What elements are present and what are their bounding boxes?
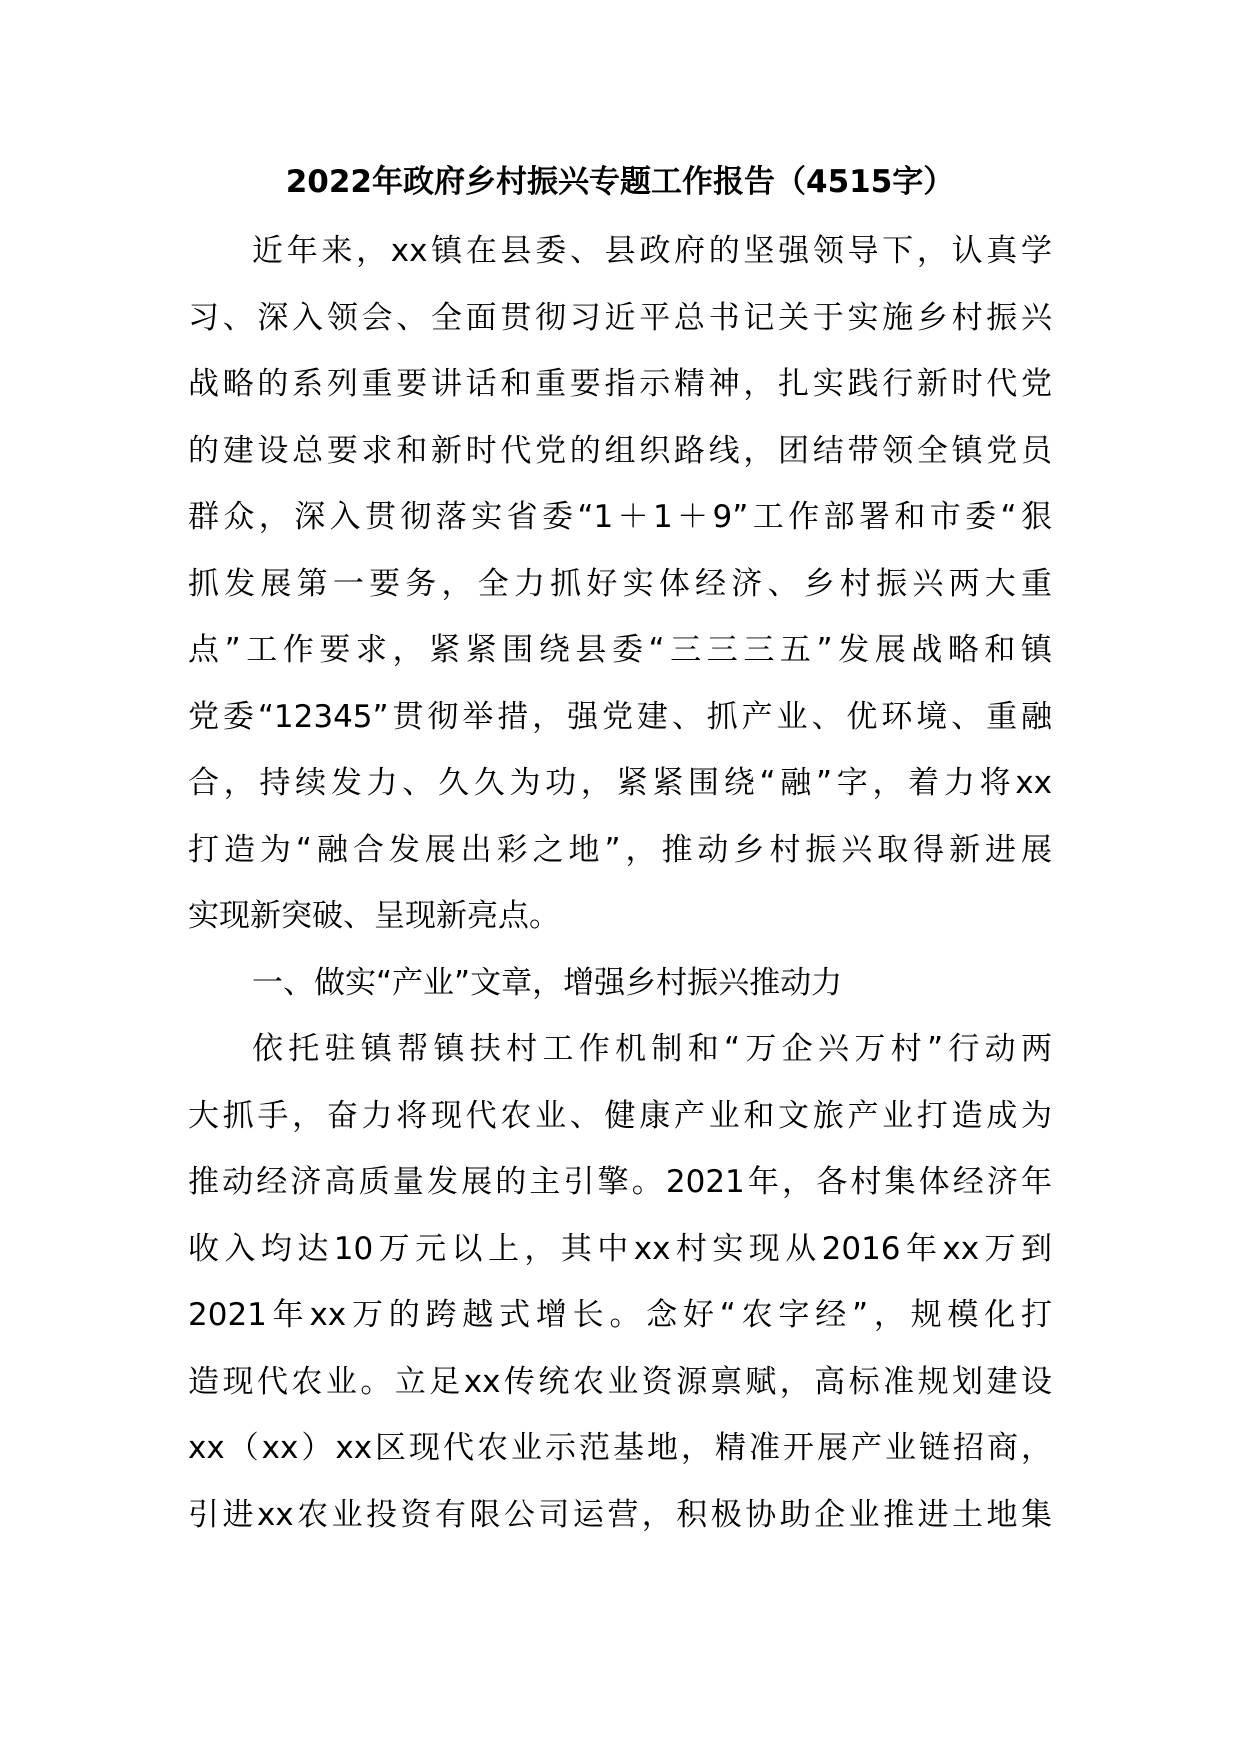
paragraph-line: 收入均达10万元以上，其中xx村实现从2016年xx万到 [188, 1230, 1052, 1267]
paragraph-line: 抓发展第一要务，全力抓好实体经济、乡村振兴两大重 [188, 565, 1052, 602]
document-title: 2022年政府乡村振兴专题工作报告（4515字） [285, 164, 955, 200]
paragraph-line: 2021年xx万的跨越式增长。念好“农字经”，规模化打 [188, 1297, 1052, 1333]
paragraph-line: 战略的系列重要讲话和重要指示精神，扎实践行新时代党 [188, 366, 1052, 402]
paragraph-line: 近年来，xx镇在县委、县政府的坚强领导下，认真学 [252, 233, 1052, 269]
paragraph-line: 推动经济高质量发展的主引擎。2021年，各村集体经济年 [188, 1164, 1052, 1200]
document-body [188, 218, 1052, 1548]
paragraph-line: 的建设总要求和新时代党的组织路线，团结带领全镇党员 [188, 432, 1052, 469]
paragraph-line: 打造为“融合发展出彩之地”，推动乡村振兴取得新进展 [188, 831, 1052, 868]
paragraph-line: 造现代农业。立足xx传统农业资源禀赋，高标准规划建设 [188, 1363, 1052, 1400]
paragraph-line: 实现新突破、呈现新亮点。 [188, 898, 560, 934]
paragraph-line: 合，持续发力、久久为功，紧紧围绕“融”字，着力将xx [188, 765, 1052, 801]
paragraph-line: xx（xx）xx区现代农业示范基地，精准开展产业链招商， [188, 1430, 1052, 1466]
paragraph-line: 大抓手，奋力将现代农业、健康产业和文旅产业打造成为 [188, 1097, 1052, 1134]
paragraph-line: 点”工作要求，紧紧围绕县委“三三三五”发展战略和镇 [188, 632, 1052, 668]
paragraph-line: 依托驻镇帮镇扶村工作机制和“万企兴万村”行动两 [252, 1031, 1052, 1067]
paragraph-line: 引进xx农业投资有限公司运营，积极协助企业推进土地集 [188, 1496, 1052, 1533]
paragraph-line: 群众，深入贯彻落实省委“1＋1＋9”工作部署和市委“狠 [188, 499, 1052, 535]
paragraph-line: 党委“12345”贯彻举措，强党建、抓产业、优环境、重融 [188, 698, 1052, 735]
paragraph-line: 习、深入领会、全面贯彻习近平总书记关于实施乡村振兴 [188, 299, 1052, 336]
section-heading: 一、做实“产业”文章，增强乡村振兴推动力 [252, 964, 843, 1001]
